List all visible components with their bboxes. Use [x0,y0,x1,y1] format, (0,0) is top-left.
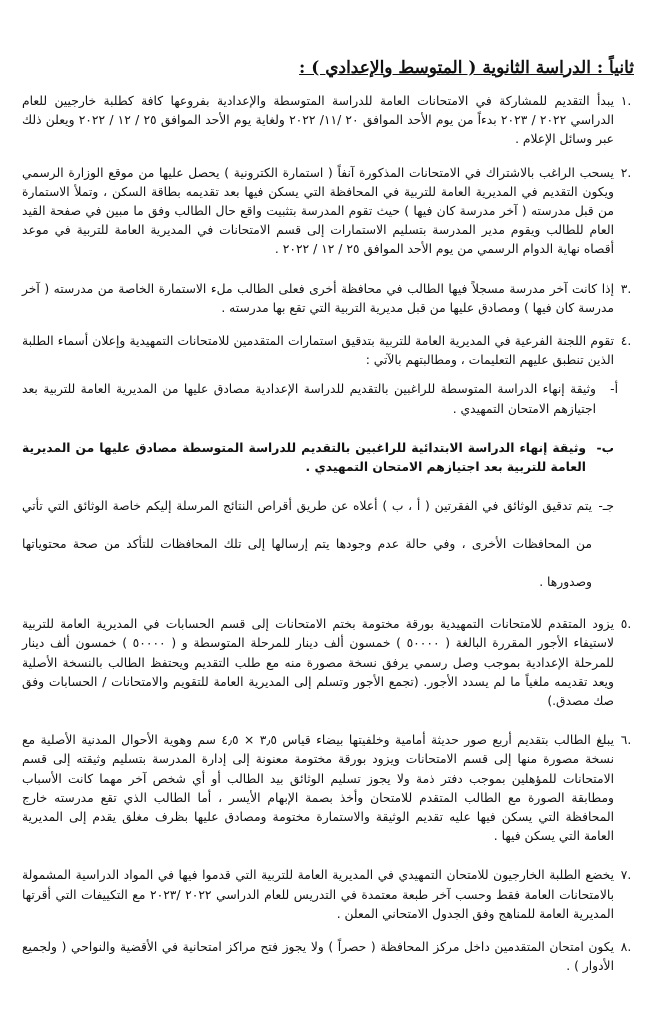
clause-1 [22,92,636,150]
subclause-text: وثيقة إنهاء الدراسة الابتدائية للراغبين بالتقديم للدراسة المتوسطة مصادق عليها من المديرية العامة للتربية بعد اجتيازهم الامتحان التمهيدي . [22,440,586,475]
subclause-letter: ب- [596,440,614,455]
clause-number: .٥ [620,617,632,632]
clause-text: يخضع الطلبة الخارجيون للامتحان التمهيدي في المديرية العامة للتربية التي قدموا فيها في المواد الدراسية المشمولة بالامتحانات العامة فقط وحسب آخر طبعة معتمدة في التدريس للعام الدراسي ٢٠٢٢ /٢٠٢٣ مع التكييفات التي أقرتها المديرية العامة للمناهج وفق الجدول الامتحاني المعلن . [22,868,615,921]
subclause-b [22,439,614,477]
subclause-text: وثيقة إنهاء الدراسة المتوسطة للراغبين بالتقديم للدراسة الإعدادية مصادق عليها من المديرية العامة للتربية بعد اجتيازهم الامتحان التمهيدي . [22,382,596,416]
clause-7 [22,866,636,924]
clause-8 [22,938,636,976]
clause-text: يبلغ الطالب بتقديم أربع صور حديثة أمامية وخلفيتها بيضاء قياس ٣٫٥ × ٤٫٥ سم وهوية الأحوال المدنية الأصلية مع نسخة مصورة منها إلى قسم الامتحانات ويزود بورقة مختومة معنونة إلى إدارة المدرسة بتسليم وثيقته إلى قسم الامتحانات للمؤهلين بموجب دفتر ذمة ولا يجوز تسليم الوثائق بيد الطالب أو أي شخص آخر مهما كانت الأسباب ومطابقة الصورة مع الطالب المتقدم للامتحان وأخذ بصمة الإبهام الأيسر ، أما الطالب الذي تقع مدرسته خارج المحافظة التي يسكن فيها عليه تقديم الوثيقة والاستمارة مختومة ومصادق عليها بظرف مغلق يقدم إلى المديرية العامة التي يسكن فيها . [22,733,614,844]
clause-number: .٤ [620,334,632,349]
subclause-text: يتم تدقيق الوثائق في الفقرتين ( أ ، ب ) أعلاه عن طريق أقراص النتائج المرسلة إليكم خاصة الوثائق التي تأتي من المحافظات الأخرى ، وفي حالة عدم وجودها يتم إرسالها إلى تلك المحافظات للتأكد من صحة محتوياتها وصدورها . [22,499,592,590]
clause-number: .٦ [620,733,632,748]
clause-text: إذا كانت آخر مدرسة مسجلاً فيها الطالب في محافظة أخرى فعلى الطالب ملء الاستمارة الخاصة من مدرسته ( آخر مدرسة كان فيها ) ومصادق عليها من قبل مديرية التربية التي تقع بها مدرسته . [22,281,614,315]
clause-text: يكون امتحان المتقدمين داخل مركز المحافظة ( حصراً ) ولا يجوز فتح مراكز امتحانية في الأقضية والنواحي ( ولجميع الأدوار ) . [22,940,614,974]
section-heading: ثانياً : الدراسة الثانوية ( المتوسط والإعدادي ) : [299,58,634,78]
clause-5 [22,615,636,711]
subclause-letter: جـ- [598,499,614,514]
clause-number: .٢ [620,165,632,180]
clause-4 [22,332,636,370]
subclause-a [22,380,618,418]
clause-2 [22,164,636,260]
subclause-letter: أ- [610,382,618,397]
clause-number: .١ [620,94,632,108]
clause-6 [22,731,636,846]
clause-3 [22,280,636,318]
clause-text: تقوم اللجنة الفرعية في المديرية العامة للتربية بتدقيق استمارات المتقدمين للامتحانات التمهيدية وإعلان أسماء الطلبة الذين تنطبق عليهم التعليمات ، ومطالبتهم بالآتي : [22,334,614,368]
clause-text: يبدأ التقديم للمشاركة في الامتحانات العامة للدراسة المتوسطة والإعدادية بفروعها كافة كطلبة خارجيين للعام الدراسي ٢٠٢٢ / ٢٠٢٣ بدءاً من يوم الأحد الموافق ٢٠ /١١/ ٢٠٢٢ ولغاية يوم الأحد الموافق ٢٥ / ١٢ / ٢٠٢٢ ويعلن ذلك عبر وسائل الإعلام . [22,94,614,147]
clause-number: .٧ [620,868,632,883]
clause-text: يزود المتقدم للامتحانات التمهيدية بورقة مختومة بختم الامتحانات إلى قسم الحسابات في المديرية العامة للتربية لاستيفاء الأجور المقررة البالغة ( ٥٠٠٠٠ ) خمسون ألف دينار للمرحلة المتوسطة و ( ٥٠٠٠٠ ) خمسون ألف دينار للمرحلة الإعدادية بموجب وصل رسمي يرفق نسخة مصورة منه مع طلب التقديم ويحتفظ الطالب بالنسخة الأصلية ويعد تقديمه ملغياً ما لم يسدد الأجور. (تجمع الأجور وتسلم إلى المديرية العامة للتقويم والامتحانات / الحسابات وفق صك مصدق.) [22,617,615,709]
clause-text: يسحب الراغب بالاشتراك في الامتحانات المذكورة آنفاً ( استمارة الكترونية ) يحصل عليها من موقع الوزارة الرسمي ويكون التقديم في المديرية العامة للتربية في المحافظة التي يسكن فيها بعد تقديمه بطاقة السكن ، وتملأ الاستمارة من قبل مدرسته ( آخر مدرسة كان فيها ) حيث تقوم المدرسة بتثبيت واقع حال الطالب وفق ما مبين في صفحة القيد العام للطالب ويقوم مدير المدرسة بتسليم الاستمارات إلى قسم الامتحانات في المديرية العامة للتربية في موعد أقصاه نهاية الدوام الرسمي من يوم الأحد الموافق ٢٥ / ١٢ / ٢٠٢٢ . [22,165,614,257]
subclause-c [22,487,614,601]
clause-number: .٣ [620,281,632,296]
clause-number: .٨ [620,940,632,955]
